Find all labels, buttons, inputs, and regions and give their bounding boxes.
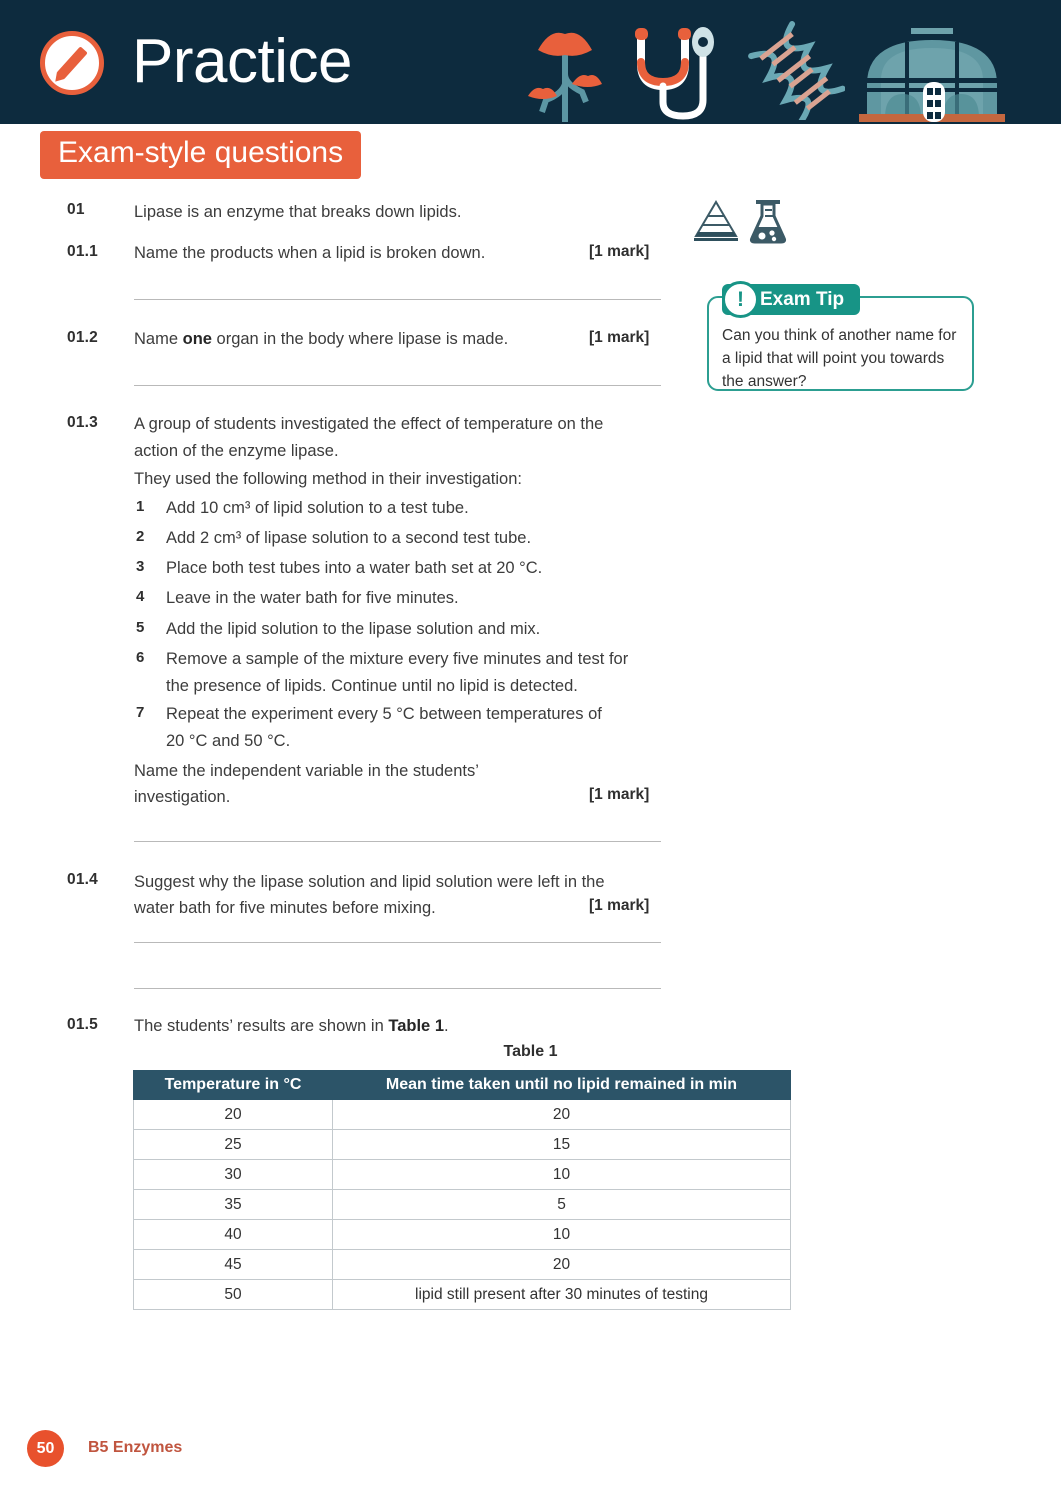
cell-mean-time: 10 <box>333 1160 791 1190</box>
question-01-2-text <box>134 326 584 353</box>
q015-pre: The students’ results are shown in <box>134 1017 389 1035</box>
table-row <box>134 1190 791 1220</box>
cell-temperature: 50 <box>134 1280 333 1310</box>
question-01-3-intro-line2: action of the enzyme lipase. <box>134 442 339 460</box>
question-number-01: 01 <box>67 201 85 218</box>
method-step-number: 2 <box>136 528 145 545</box>
method-step-text: Leave in the water bath for five minutes. <box>166 589 459 607</box>
method-step-text: Add 2 cm³ of lipase solution to a second test tube. <box>166 529 532 547</box>
method-step-number: 4 <box>136 588 145 605</box>
cell-mean-time: 5 <box>333 1190 791 1220</box>
q012-pre: Name <box>134 330 183 348</box>
table-row <box>134 1100 791 1130</box>
answer-line[interactable] <box>134 385 661 386</box>
stethoscope-svg <box>625 20 720 124</box>
method-step-number: 7 <box>136 704 145 721</box>
cell-temperature: 35 <box>134 1190 333 1220</box>
mushroom-icon <box>520 22 610 124</box>
table-row <box>134 1280 791 1310</box>
q012-post: organ in the body where lipase is made. <box>211 330 509 348</box>
table-row <box>134 1130 791 1160</box>
exam-tip-header-tab <box>722 284 860 315</box>
question-01-3-intro-line1: A group of students investigated the effect of temperature on the <box>134 415 604 433</box>
question-01-4-line2: water bath for five minutes before mixing. <box>134 899 436 917</box>
results-table <box>133 1070 791 1310</box>
table-body <box>134 1100 791 1310</box>
question-01-1-text: Name the products when a lipid is broken down. <box>134 244 486 262</box>
cell-temperature: 45 <box>134 1250 333 1280</box>
column-header-mean-time: Mean time taken until no lipid remained in min <box>333 1071 791 1100</box>
answer-line[interactable] <box>134 299 661 300</box>
cell-mean-time: 20 <box>333 1100 791 1130</box>
method-step-number: 3 <box>136 558 145 575</box>
marks-01-2: [1 mark] <box>589 329 650 346</box>
question-01-3-method-lead: They used the following method in their investigation: <box>134 470 522 488</box>
pencil-in-circle-icon <box>40 31 104 95</box>
table-row <box>134 1220 791 1250</box>
method-step-text: Repeat the experiment every 5 °C between temperatures of <box>166 705 602 723</box>
question-number-01-2: 01.2 <box>67 329 98 346</box>
marks-01-3: [1 mark] <box>589 786 650 803</box>
cell-mean-time: lipid still present after 30 minutes of testing <box>333 1280 791 1310</box>
question-number-01-3: 01.3 <box>67 414 98 431</box>
cell-temperature: 20 <box>134 1100 333 1130</box>
marks-01-1: [1 mark] <box>589 243 650 260</box>
cell-mean-time: 10 <box>333 1220 791 1250</box>
method-step-text: Place both test tubes into a water bath set at 20 °C. <box>166 559 543 577</box>
greenhouse-icon <box>845 18 1020 124</box>
method-step-text-cont: the presence of lipids. Continue until no lipid is detected. <box>166 677 578 695</box>
page-title: Practice <box>132 27 352 96</box>
q015-bold: Table 1 <box>388 1017 444 1035</box>
exam-tip-callout <box>700 284 974 391</box>
question-01-4-line1: Suggest why the lipase solution and lipid solution were left in the <box>134 873 605 891</box>
exam-tip-title: Exam Tip <box>760 289 845 310</box>
exam-style-questions-tab: Exam-style questions <box>40 131 361 179</box>
table-row <box>134 1250 791 1280</box>
question-number-01-1: 01.1 <box>67 243 98 260</box>
conical-flask-icon <box>751 200 784 242</box>
method-step-text: Add 10 cm³ of lipid solution to a test tube. <box>166 499 469 517</box>
skill-icons-group <box>694 198 804 246</box>
table-header-row <box>134 1071 791 1100</box>
method-step-number: 6 <box>136 649 145 666</box>
question-number-01-5: 01.5 <box>67 1016 98 1033</box>
method-step-number: 1 <box>136 498 145 515</box>
method-step-text-cont: 20 °C and 50 °C. <box>166 732 291 750</box>
page-header-band <box>0 0 1061 124</box>
answer-line[interactable] <box>134 942 661 943</box>
q012-bold: one <box>182 330 212 348</box>
greenhouse-svg <box>845 18 1020 124</box>
cell-temperature: 40 <box>134 1220 333 1250</box>
table-row <box>134 1160 791 1190</box>
answer-line[interactable] <box>134 841 661 842</box>
dna-helix-icon <box>745 20 845 120</box>
cell-temperature: 30 <box>134 1160 333 1190</box>
answer-line[interactable] <box>134 988 661 989</box>
page-number-badge: 50 <box>27 1430 64 1467</box>
exam-tip-text: Can you think of another name for a lipid that will point you towards the answer? <box>722 327 957 390</box>
method-step-text: Add the lipid solution to the lipase solution and mix. <box>166 620 541 638</box>
q015-post: . <box>444 1017 449 1035</box>
question-01-text: Lipase is an enzyme that breaks down lipids. <box>134 203 462 221</box>
question-01-3-prompt-line2: investigation. <box>134 788 231 806</box>
marks-01-4: [1 mark] <box>589 897 650 914</box>
cell-mean-time: 15 <box>333 1130 791 1160</box>
chapter-label: B5 Enzymes <box>88 1439 183 1456</box>
pencil-glyph <box>56 46 88 79</box>
cell-temperature: 25 <box>134 1130 333 1160</box>
skill-icons-svg <box>694 198 804 246</box>
dna-svg <box>745 20 845 120</box>
table-caption: Table 1 <box>503 1043 558 1060</box>
mushroom-svg <box>520 22 610 124</box>
cell-mean-time: 20 <box>333 1250 791 1280</box>
question-number-01-4: 01.4 <box>67 871 98 888</box>
stethoscope-icon <box>625 20 720 124</box>
method-step-number: 5 <box>136 619 145 636</box>
method-step-text: Remove a sample of the mixture every five minutes and test for <box>166 650 629 668</box>
exclamation-icon: ! <box>722 281 759 318</box>
column-header-temperature: Temperature in °C <box>134 1071 333 1100</box>
question-01-3-prompt-line1: Name the independent variable in the students’ <box>134 762 479 780</box>
question-01-5-text <box>134 1013 674 1040</box>
pyramid-icon <box>694 202 738 241</box>
table-head <box>134 1071 791 1100</box>
